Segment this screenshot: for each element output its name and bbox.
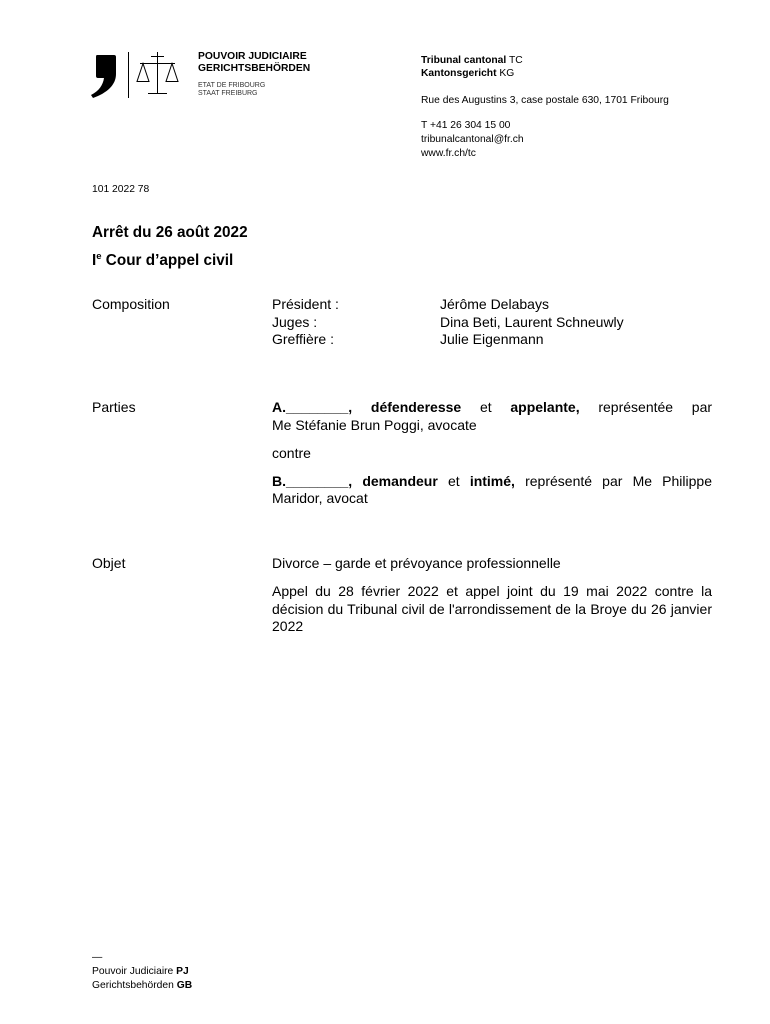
subject-summary: Divorce – garde et prévoyance professionnelle (272, 555, 561, 571)
party-b-conjunction: et (447, 472, 460, 489)
division-numeral: I (92, 251, 97, 269)
footer-line-fr (92, 965, 192, 979)
scales-of-justice-icon (137, 52, 178, 94)
parties-separator: contre (272, 444, 311, 461)
composition-row (272, 314, 712, 332)
institution-line-fr: POUVOIR JUDICIAIRE (198, 51, 307, 62)
court-name-fr (421, 54, 523, 67)
party-b (272, 473, 712, 508)
party-a-role-2: appelante, (510, 399, 580, 415)
division-name: Cour d’appel civil (105, 251, 234, 269)
parties-block (272, 399, 712, 508)
footer-line-de (92, 979, 192, 993)
state-name-fr: ETAT DE FRIBOURG (198, 82, 266, 89)
court-abbr-fr: TC (508, 54, 523, 66)
party-a-representation: représentée par Me Stéfanie Brun Poggi, avocate (272, 399, 713, 433)
header-logo (88, 50, 190, 102)
subject-block (272, 555, 712, 636)
footer-abbr-de: GB (176, 980, 193, 991)
scales-left-pan (137, 64, 149, 82)
footer-text-fr: Pouvoir Judiciaire (92, 966, 174, 977)
composition-role: Président : (272, 296, 339, 312)
party-a-role-1: défenderesse (370, 399, 462, 415)
institution-name (198, 51, 310, 75)
institution-line-de: GERICHTSBEHÖRDEN (198, 63, 311, 74)
composition-member: Julie Eigenmann (440, 331, 544, 347)
court-address: Rue des Augustins 3, case postale 630, 1701 Fribourg (421, 94, 669, 106)
case-number: 101 2022 78 (92, 183, 150, 195)
court-name-de (421, 67, 523, 80)
composition-list (272, 296, 712, 349)
court-abbr-de: KG (499, 67, 515, 79)
court-name-de-text: Kantonsgericht (421, 67, 497, 79)
composition-role: Greffière : (272, 331, 334, 347)
court-contact (421, 119, 524, 161)
state-name-de: STAAT FREIBURG (198, 90, 258, 97)
party-b-role-1: demandeur (362, 472, 438, 489)
party-a-conjunction: et (479, 399, 492, 415)
page-title: Arrêt du 26 août 2022 (92, 223, 248, 241)
fribourg-comma-logo-icon (91, 55, 116, 98)
court-phone: T +41 26 304 15 00 (421, 120, 511, 131)
footer-abbr-fr: PJ (176, 966, 189, 977)
court-website: www.fr.ch/tc (421, 148, 476, 159)
scales-right-pan (166, 64, 178, 82)
composition-row (272, 296, 712, 314)
composition-role: Juges : (272, 313, 318, 330)
court-name-fr-text: Tribunal cantonal (421, 54, 507, 66)
court-email: tribunalcantonal@fr.ch (421, 134, 524, 145)
composition-label: Composition (92, 296, 170, 312)
party-b-role-2: intimé, (469, 472, 515, 489)
subject-label: Objet (92, 555, 126, 571)
court-name-block (421, 54, 523, 80)
footer (92, 951, 192, 993)
party-a (272, 399, 712, 434)
subject-details: Appel du 28 février 2022 et appel joint du 19 mai 2022 contre la décision du Tribunal civil de l'arrondissement de la Broye du 26 janvier 2022 (272, 583, 712, 634)
composition-row (272, 331, 712, 349)
party-b-representation: représenté par Me Philippe Maridor, avocat (272, 472, 712, 506)
parties-label: Parties (92, 399, 136, 415)
court-division (92, 251, 233, 270)
footer-dash: — (92, 952, 103, 963)
party-a-designation: A.________, (272, 399, 353, 415)
state-name (198, 82, 265, 98)
composition-member: Jérôme Delabays (440, 296, 549, 312)
footer-text-de: Gerichtsbehörden (92, 980, 174, 991)
party-b-designation: B.________, (272, 472, 353, 489)
division-superscript: e (96, 250, 102, 262)
composition-member: Dina Beti, Laurent Schneuwly (440, 313, 624, 330)
